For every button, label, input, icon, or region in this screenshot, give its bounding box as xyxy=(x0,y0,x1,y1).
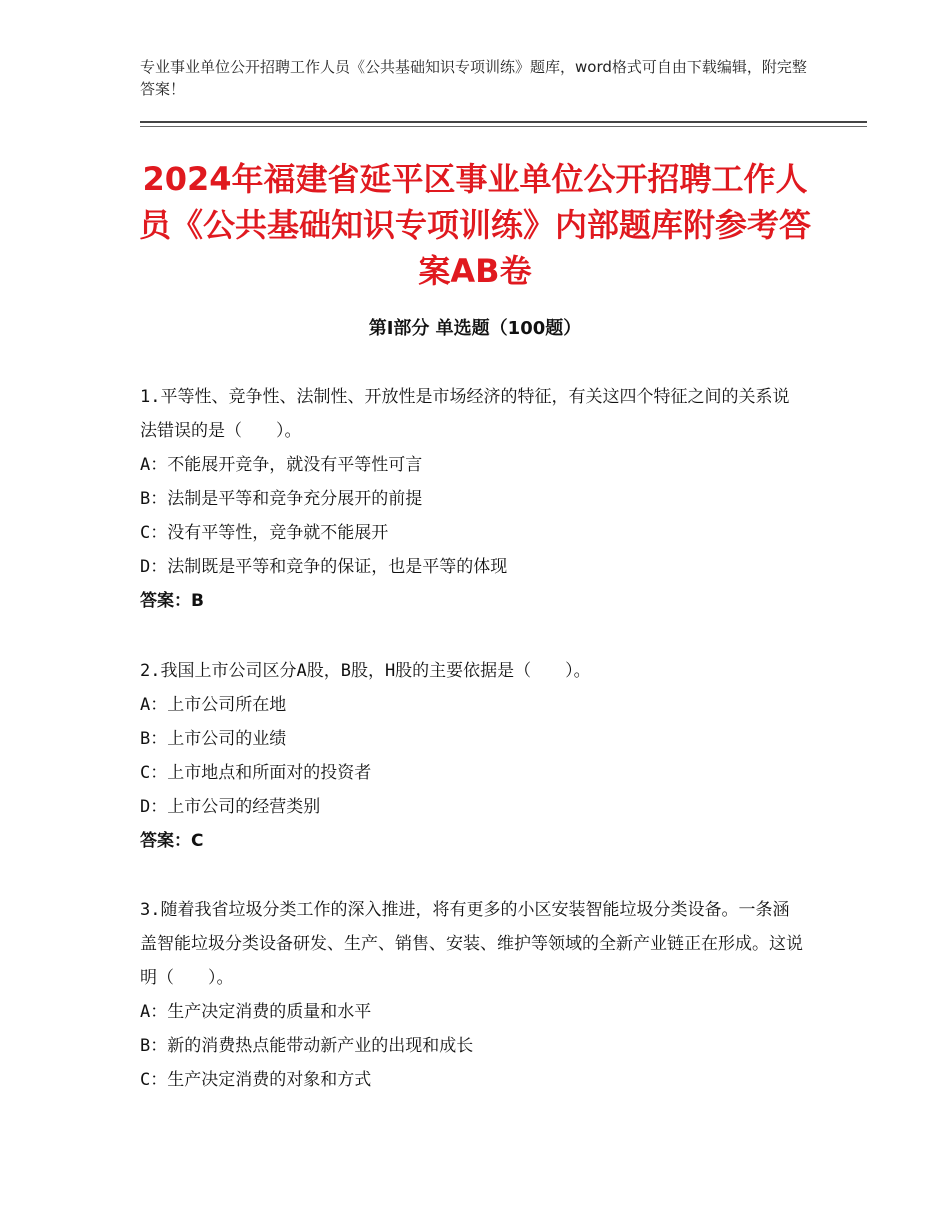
question-stem: 2.我国上市公司区分A股，B股，H股的主要依据是（ ）。 xyxy=(140,661,591,681)
option-b: B：新的消费热点能带动新产业的出现和成长 xyxy=(140,1036,474,1056)
option-a: A：上市公司所在地 xyxy=(140,695,287,715)
option-b: B：法制是平等和竞争充分展开的前提 xyxy=(140,489,423,509)
question-1 xyxy=(140,380,805,618)
option-b: B：上市公司的业绩 xyxy=(140,729,287,749)
option-c: C：生产决定消费的对象和方式 xyxy=(140,1070,372,1090)
header-note: 专业事业单位公开招聘工作人员《公共基础知识专项训练》题库，word格式可自由下载编辑，附完整答案！ xyxy=(140,58,807,98)
option-c: C：上市地点和所面对的投资者 xyxy=(140,763,372,783)
answer: 答案：C xyxy=(140,831,204,851)
question-2 xyxy=(140,654,805,858)
header-rule-thin xyxy=(140,126,867,127)
question-stem: 1.平等性、竞争性、法制性、开放性是市场经济的特征，有关这四个特征之间的关系说法错误的是（ ）。 xyxy=(140,387,790,441)
header-rule-thick xyxy=(140,121,867,123)
option-d: D：法制既是平等和竞争的保证，也是平等的体现 xyxy=(140,557,508,577)
document-title: 2024年福建省延平区事业单位公开招聘工作人员《公共基础知识专项训练》内部题库附参考答案AB卷 xyxy=(138,160,811,290)
option-d: D：上市公司的经营类别 xyxy=(140,797,321,817)
option-c: C：没有平等性，竞争就不能展开 xyxy=(140,523,389,543)
option-a: A：生产决定消费的质量和水平 xyxy=(140,1002,372,1022)
answer: 答案：B xyxy=(140,591,204,611)
section-heading: 第Ⅰ部分 单选题（100题） xyxy=(368,318,582,339)
question-3 xyxy=(140,893,805,1097)
question-stem: 3.随着我省垃圾分类工作的深入推进，将有更多的小区安装智能垃圾分类设备。一条涵盖智能垃圾分类设备研发、生产、销售、安装、维护等领域的全新产业链正在形成。这说明（ ）。 xyxy=(140,900,803,988)
option-a: A：不能展开竞争，就没有平等性可言 xyxy=(140,455,423,475)
